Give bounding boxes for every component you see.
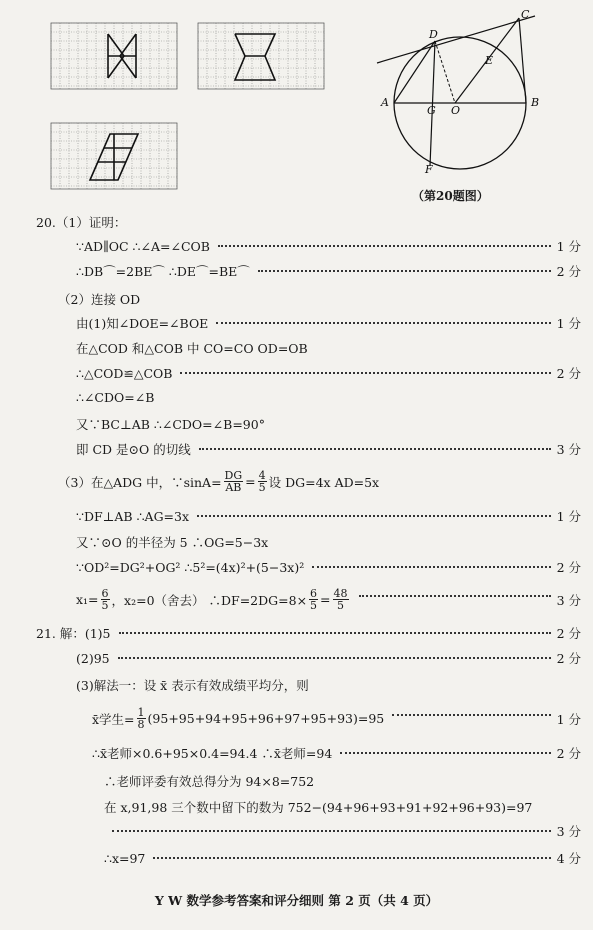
label-O: O <box>451 104 461 117</box>
q21-line4: x̄学生= $\frac{1}{8}$ (95+95+94+95+96+97+95+93)=95 1 分 <box>92 706 581 731</box>
label-E: E <box>485 54 494 67</box>
fraction-6-5-b: $\frac{6}{5}$ <box>310 587 318 612</box>
fraction-4-5: $\frac{4}{5}$ <box>258 469 266 494</box>
q21-line8: 3 分 <box>104 822 581 840</box>
label-A: A <box>381 96 389 109</box>
q21-line7: 在 x,91,98 三个数中留下的数为 752−(94+96+93+91+92+96+93)=97 <box>104 800 533 815</box>
q20-p1-line1: ∵AD∥OC ∴∠A=∠COB 1 分 <box>76 239 581 254</box>
page-footer: Y W 数学参考答案和评分细则 第 2 页（共 4 页） <box>154 893 439 908</box>
q21-line5: ∴x̄老师×0.6+95×0.4=94.4 ∴x̄老师=94 2 分 <box>92 746 581 761</box>
q20-p3-line5: x₁= $\frac{6}{5}$ ，x₂=0（舍去） ∴DF=2DG=8× $\frac{6}{5}$ = $\frac{48}{5}$ 3 分 <box>76 587 581 612</box>
q20-p2-line3: ∴△COD≌△COB 2 分 <box>76 366 581 381</box>
figure-caption: （第20题图） <box>412 189 489 203</box>
fraction-6-5-a: $\frac{6}{5}$ <box>101 587 109 612</box>
grid-figure-bowtie <box>197 22 327 92</box>
q20-p3-line3: 又∵⊙O 的半径为 5 ∴OG=5−3x <box>76 535 269 550</box>
circle-geometry-figure <box>375 8 565 178</box>
q20-p2-line1: 由(1)知∠DOE=∠BOE 1 分 <box>76 316 581 331</box>
q20-part2-heading: （2）连接 OD <box>58 292 141 307</box>
q20-p1-line2: ∴DB⌒=2BE⌒ ∴DE⌒=BE⌒ 2 分 <box>76 264 581 279</box>
label-B: B <box>531 96 540 109</box>
label-F: F <box>425 163 433 176</box>
q21-line9: ∴x=97 4 分 <box>104 851 581 866</box>
q20-p2-line6: 即 CD 是⊙O 的切线 3 分 <box>76 442 581 457</box>
fraction-dg-ab: $\frac{DG}{AB}$ <box>224 469 243 494</box>
q20-p2-line4: ∴∠CDO=∠B <box>76 390 155 405</box>
label-G: G <box>427 104 436 117</box>
q21-line2: (2)95 2 分 <box>76 651 581 666</box>
label-C: C <box>521 8 530 21</box>
q21-line6: ∴老师评委有效总得分为 94×8=752 <box>104 774 315 789</box>
q20-p3-line2: ∵DF⊥AB ∴AG=3x 1 分 <box>76 509 581 524</box>
q20-p2-line2: 在△COD 和△COB 中 CO=CO OD=OB <box>76 341 308 356</box>
q20-p2-line5: 又∵BC⊥AB ∴∠CDO=∠B=90° <box>76 417 265 432</box>
fraction-48-5: $\frac{48}{5}$ <box>333 587 348 612</box>
label-D: D <box>429 28 438 41</box>
q21-line3: (3)解法一：设 x̄ 表示有效成绩平均分，则 <box>76 678 309 693</box>
q20-part1-heading: 20.（1）证明： <box>36 215 127 230</box>
q21-line1: 21. 解：(1)5 2 分 <box>36 626 581 641</box>
fraction-1-8: $\frac{1}{8}$ <box>137 706 145 731</box>
grid-figure-parallelogram <box>50 122 180 192</box>
grid-figure-hourglass <box>50 22 180 92</box>
q20-p3-line4: ∵OD²=DG²+OG² ∴5²=(4x)²+(5−3x)² 2 分 <box>76 560 581 575</box>
q20-p3-line1: （3）在△ADG 中，∵sinA= $\frac{DG}{AB}$ = $\frac{4}{5}$ 设 DG=4x AD=5x <box>58 469 380 494</box>
